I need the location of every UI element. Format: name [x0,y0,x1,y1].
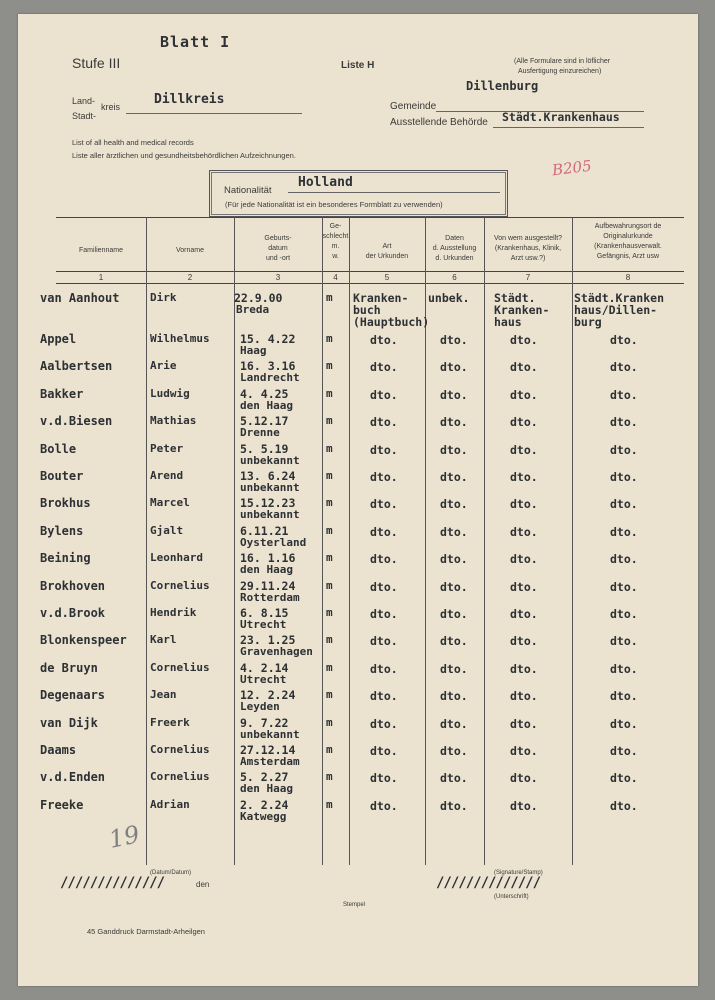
von-wem-cell: dto. [510,333,538,347]
geburtsdatum-cell: 15.12.23 [240,496,296,510]
geburtsdatum-cell: 16. 1.16 [240,551,296,565]
nationality-value: Holland [298,175,353,190]
column-divider [234,217,235,865]
geburtsort-cell: unbekannt [240,454,300,467]
unterschrift-label: (Unterschrift) [494,894,529,900]
art-cell: dto. [370,580,398,594]
von-wem-cell: dto. [510,607,538,621]
datum-label: (Datum/Datum) [150,870,192,876]
geburtsort-cell: Rotterdam [240,591,300,604]
date-redaction: ////////////// [60,875,165,891]
geburtsort-cell: unbekannt [240,728,300,741]
daten-cell: dto. [440,388,468,402]
vorname-cell: Freerk [150,716,190,729]
familienname-cell: Degenaars [40,688,106,702]
art-cell: dto. [370,799,398,813]
column-divider [484,217,485,865]
geburtsdatum-cell: 13. 6.24 [240,469,296,483]
aufbewahrung-cell: dto. [610,388,638,402]
vorname-cell: Hendrik [150,606,197,619]
aufbewahrung-cell: dto. [610,607,638,621]
familienname-cell: Aalbertsen [40,359,113,373]
geburtsdatum-cell: 4. 4.25 [240,387,289,401]
familienname-cell: van Dijk [40,716,98,730]
art-cell: dto. [370,552,398,566]
familienname-cell: Bakker [40,387,84,401]
kreis-value: Dillkreis [154,92,225,107]
geschlecht-cell: m [326,359,333,372]
familienname-cell: v.d.Brook [40,606,106,620]
von-wem-cell: dto. [510,799,538,813]
geschlecht-cell: m [326,414,333,427]
geburtsort-cell: Breda [236,303,270,316]
geschlecht-cell: m [326,770,333,783]
familienname-cell: Daams [40,743,77,757]
header-geschlecht: Ge- schlecht m. w. [322,223,349,260]
vorname-cell: Wilhelmus [150,332,210,345]
von-wem-cell: Kranken- [494,303,550,317]
familienname-cell: Beining [40,551,91,565]
geburtsdatum-cell: 5. 2.27 [240,770,289,784]
behoerde-label: Ausstellende Behörde [390,117,488,128]
column-divider [572,217,573,865]
art-cell: dto. [370,689,398,703]
geburtsdatum-cell: 4. 2.14 [240,661,289,675]
art-cell: dto. [370,415,398,429]
aufbewahrung-cell: dto. [610,333,638,347]
daten-cell: dto. [440,607,468,621]
daten-cell: dto. [440,771,468,785]
vorname-cell: Adrian [150,798,190,811]
art-cell: dto. [370,360,398,374]
art-cell: dto. [370,607,398,621]
aufbewahrung-cell: dto. [610,662,638,676]
vorname-cell: Cornelius [150,579,210,592]
vorname-cell: Cornelius [150,743,210,756]
aufbewahrung-cell: Städt.Kranken [574,291,665,305]
geschlecht-cell: m [326,442,333,455]
von-wem-cell: dto. [510,443,538,457]
geschlecht-cell: m [326,579,333,592]
signature-stamp-label: (Signature/Stamp) [494,870,543,876]
vorname-cell: Cornelius [150,770,210,783]
header-daten: Daten d. Ausstellung d. Urkunden [432,235,477,262]
geburtsort-cell: Katwegg [240,810,287,823]
art-cell: dto. [370,662,398,676]
art-cell: dto. [370,333,398,347]
familienname-cell: Bolle [40,442,77,456]
aufbewahrung-cell: dto. [610,497,638,511]
daten-cell: dto. [440,360,468,374]
familienname-cell: Blonkenspeer [40,633,127,647]
von-wem-cell: dto. [510,744,538,758]
daten-cell: dto. [440,497,468,511]
column-divider [146,217,147,865]
geschlecht-cell: m [326,524,333,537]
art-cell: (Hauptbuch) [353,315,430,329]
art-cell: dto. [370,717,398,731]
gemeinde-label: Gemeinde [390,101,437,112]
von-wem-cell: dto. [510,580,538,594]
header-von-wem: Von wem ausgestellt? (Krankenhaus, Klinik, Arzt usw.?) [493,235,563,262]
list-title-en: List of all health and medical records [72,138,194,147]
header-vorname: Vorname [175,247,205,254]
geburtsort-cell: Leyden [240,700,280,713]
geschlecht-cell: m [326,469,333,482]
aufbewahrung-cell: dto. [610,744,638,758]
aufbewahrung-cell: dto. [610,634,638,648]
art-cell: dto. [370,497,398,511]
art-cell: dto. [370,744,398,758]
geburtsort-cell: Drenne [240,426,280,439]
aufbewahrung-cell: dto. [610,771,638,785]
daten-cell: dto. [440,552,468,566]
geschlecht-cell: m [326,551,333,564]
column-number: 3 [275,273,281,282]
printer-footer: 45 Ganddruck Darmstadt-Arheilgen [87,927,205,936]
geburtsdatum-cell: 12. 2.24 [240,688,296,702]
aufbewahrung-cell: dto. [610,470,638,484]
daten-cell: dto. [440,689,468,703]
geburtsort-cell: den Haag [240,399,293,412]
geburtsort-cell: unbekannt [240,508,300,521]
geburtsdatum-cell: 5.12.17 [240,414,289,428]
von-wem-cell: dto. [510,388,538,402]
geburtsdatum-cell: 29.11.24 [240,579,296,593]
geburtsort-cell: den Haag [240,563,293,576]
nationality-underline [288,192,500,193]
forms-note-line1: (Alle Formulare sind in löflicher [514,58,611,65]
geschlecht-cell: m [326,633,333,646]
aufbewahrung-cell: dto. [610,580,638,594]
geburtsdatum-cell: 9. 7.22 [240,716,289,730]
signature-redaction: ////////////// [436,875,541,891]
von-wem-cell: dto. [510,689,538,703]
vorname-cell: Gjalt [150,524,184,537]
geburtsdatum-cell: 15. 4.22 [240,332,296,346]
vorname-cell: Leonhard [150,551,203,564]
von-wem-cell: dto. [510,525,538,539]
vorname-cell: Arend [150,469,184,482]
familienname-cell: van Aanhout [40,291,120,305]
daten-cell: dto. [440,415,468,429]
von-wem-cell: dto. [510,360,538,374]
vorname-cell: Karl [150,633,177,646]
pencil-annotation: 19 [106,820,143,854]
art-cell: dto. [370,771,398,785]
daten-cell: dto. [440,634,468,648]
art-cell: Kranken- [353,291,409,305]
familienname-cell: Bylens [40,524,84,538]
nationality-note: (Für jede Nationalität ist ein besonderes Formblatt zu verwenden) [225,200,443,209]
geschlecht-cell: m [326,688,333,701]
geburtsdatum-cell: 22.9.00 [234,291,283,305]
von-wem-cell: haus [494,315,522,329]
column-number: 5 [384,273,390,282]
daten-cell: dto. [440,333,468,347]
familienname-cell: de Bruyn [40,661,98,675]
header-geburt: Geburts- datum und -ort [264,235,292,262]
vorname-cell: Jean [150,688,177,701]
geschlecht-cell: m [326,606,333,619]
column-number: 1 [98,273,104,282]
geburtsort-cell: Haag [240,344,267,357]
geburtsdatum-cell: 23. 1.25 [240,633,296,647]
aufbewahrung-cell: dto. [610,799,638,813]
geburtsort-cell: Oysterland [240,536,307,549]
aufbewahrung-cell: dto. [610,415,638,429]
daten-cell: unbek. [428,291,470,305]
table-top-rule [56,217,684,218]
nationality-label: Nationalität [224,185,272,196]
stufe-label: Stufe III [72,55,121,71]
aufbewahrung-cell: dto. [610,689,638,703]
land-label: Land- [72,96,96,106]
geburtsort-cell: Amsterdam [240,755,300,768]
geburtsort-cell: unbekannt [240,481,300,494]
stadt-label: Stadt- [72,111,97,121]
forms-note-line2: Ausfertigung einzureichen) [518,68,602,75]
column-number: 8 [625,273,631,282]
von-wem-cell: dto. [510,470,538,484]
geschlecht-cell: m [326,798,333,811]
archive-stamp: B205 [551,156,593,180]
table-header-rule [56,271,684,272]
familienname-cell: Brokhoven [40,579,106,593]
column-number: 7 [525,273,531,282]
daten-cell: dto. [440,799,468,813]
geschlecht-cell: m [326,716,333,729]
geschlecht-cell: m [326,743,333,756]
header-art: Art der Urkunden [365,243,409,260]
geschlecht-cell: m [326,496,333,509]
list-title-de: Liste aller ärztlichen und gesundheitsbehördlichen Aufzeichnungen. [72,151,296,160]
geburtsdatum-cell: 5. 5.19 [240,442,289,456]
vorname-cell: Peter [150,442,184,455]
gemeinde-value: Dillenburg [466,79,539,93]
daten-cell: dto. [440,525,468,539]
aufbewahrung-cell: dto. [610,552,638,566]
familienname-cell: v.d.Enden [40,770,106,784]
daten-cell: dto. [440,662,468,676]
vorname-cell: Cornelius [150,661,210,674]
geburtsdatum-cell: 6.11.21 [240,524,289,538]
geburtsdatum-cell: 2. 2.24 [240,798,289,812]
header-aufbewahrung: Aufbewahrungsort de Originalurkunde (Krankenhausverwalt. Gefängnis, Arzt usw [594,223,662,260]
kreis-label: kreis [101,102,121,112]
aufbewahrung-cell: burg [574,315,602,329]
liste-label: Liste H [341,60,375,71]
geschlecht-cell: m [326,387,333,400]
document-sheet [18,14,698,986]
art-cell: dto. [370,443,398,457]
art-cell: dto. [370,388,398,402]
daten-cell: dto. [440,744,468,758]
column-number: 2 [187,273,193,282]
art-cell: dto. [370,525,398,539]
von-wem-cell: dto. [510,415,538,429]
daten-cell: dto. [440,717,468,731]
familienname-cell: Bouter [40,469,84,483]
column-number: 6 [452,273,457,282]
art-cell: buch [353,303,381,317]
column-divider [349,217,350,865]
geburtsdatum-cell: 16. 3.16 [240,359,296,373]
art-cell: dto. [370,470,398,484]
familienname-cell: v.d.Biesen [40,414,113,428]
art-cell: dto. [370,634,398,648]
geburtsdatum-cell: 27.12.14 [240,743,296,757]
geburtsort-cell: Gravenhagen [240,645,313,658]
daten-cell: dto. [440,580,468,594]
behoerde-value: Städt.Krankenhaus [502,110,620,124]
blatt-number: Blatt I [160,33,231,51]
von-wem-cell: dto. [510,634,538,648]
daten-cell: dto. [440,470,468,484]
geburtsort-cell: Utrecht [240,618,287,631]
geburtsort-cell: den Haag [240,782,293,795]
vorname-cell: Arie [150,359,177,372]
von-wem-cell: dto. [510,497,538,511]
von-wem-cell: dto. [510,662,538,676]
aufbewahrung-cell: haus/Dillen- [574,303,658,317]
aufbewahrung-cell: dto. [610,525,638,539]
von-wem-cell: dto. [510,771,538,785]
familienname-cell: Brokhus [40,496,91,510]
familienname-cell: Appel [40,332,77,346]
von-wem-cell: Städt. [494,291,536,305]
von-wem-cell: dto. [510,552,538,566]
den-label: den [196,880,210,889]
vorname-cell: Dirk [150,291,177,304]
table-number-rule [56,283,684,284]
stempel-label: Stempel [343,902,366,908]
column-number: 4 [333,273,338,282]
aufbewahrung-cell: dto. [610,360,638,374]
column-divider [322,217,323,865]
geburtsdatum-cell: 6. 8.15 [240,606,289,620]
aufbewahrung-cell: dto. [610,717,638,731]
daten-cell: dto. [440,443,468,457]
vorname-cell: Ludwig [150,387,190,400]
aufbewahrung-cell: dto. [610,443,638,457]
von-wem-cell: dto. [510,717,538,731]
familienname-cell: Freeke [40,798,84,812]
geschlecht-cell: m [326,291,333,304]
kreis-underline [126,113,302,114]
geburtsort-cell: Utrecht [240,673,287,686]
header-familienname: Familienname [79,247,123,254]
geschlecht-cell: m [326,332,333,345]
vorname-cell: Mathias [150,414,197,427]
vorname-cell: Marcel [150,496,190,509]
geschlecht-cell: m [326,661,333,674]
geburtsort-cell: Landrecht [240,371,300,384]
behoerde-underline [493,127,644,128]
